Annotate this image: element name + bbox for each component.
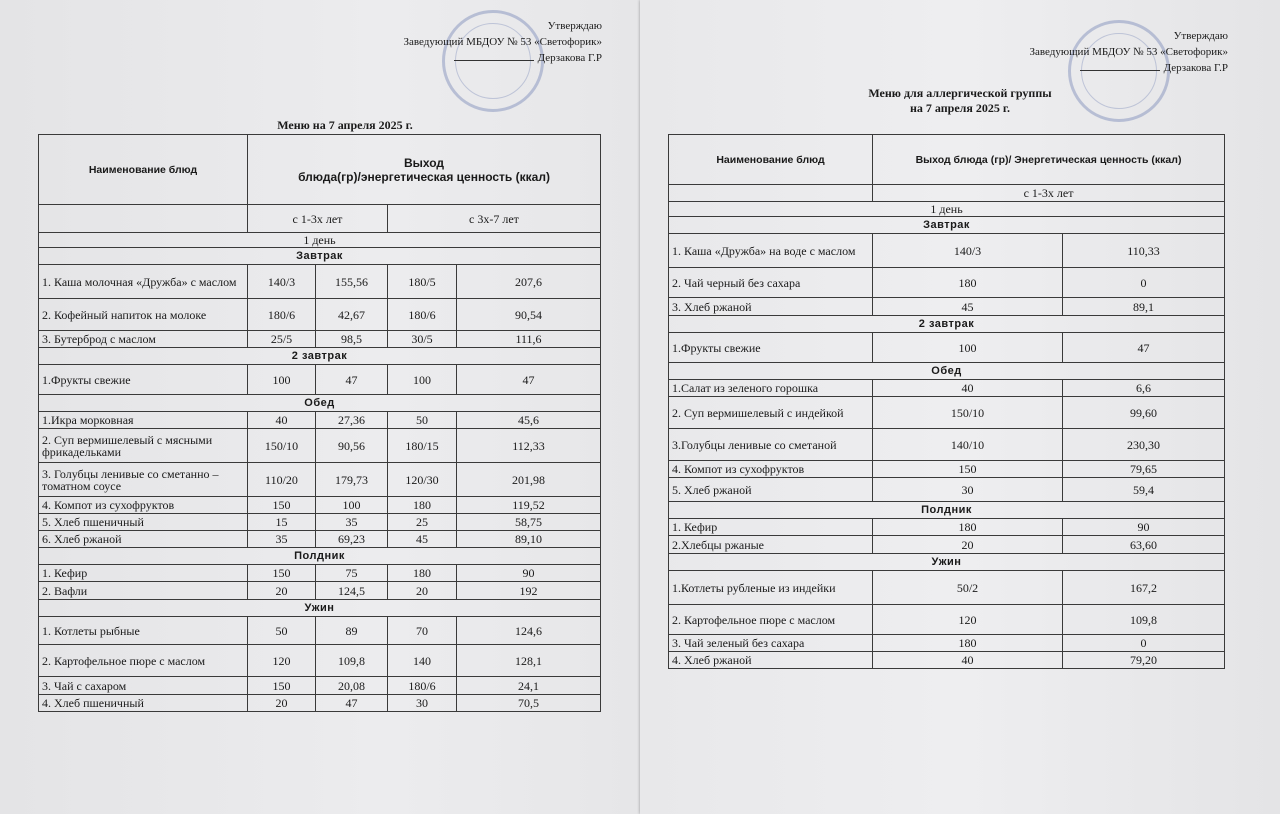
left-approval-block [404, 18, 602, 66]
portion-weight: 25/5 [248, 331, 316, 348]
portion-weight: 30 [873, 478, 1063, 502]
energy-value: 110,33 [1063, 234, 1225, 268]
portion-weight: 20 [388, 582, 457, 600]
dish-name: 2. Картофельное пюре с маслом [39, 645, 248, 677]
dish-name: 2. Кофейный напиток на молоке [39, 299, 248, 331]
energy-value: 90 [457, 565, 601, 582]
right-menu-sheet [640, 0, 1280, 814]
portion-weight: 140/3 [873, 234, 1063, 268]
table-row [39, 565, 601, 582]
portion-weight: 140 [388, 645, 457, 677]
energy-value: 63,60 [1063, 536, 1225, 554]
energy-value: 109,8 [1063, 605, 1225, 635]
portion-weight: 180 [873, 268, 1063, 298]
table-row [669, 519, 1225, 536]
table-row [669, 635, 1225, 652]
portion-weight: 150/10 [873, 397, 1063, 429]
portion-weight: 180/6 [388, 677, 457, 695]
dish-name: 2.Хлебцы ржаные [669, 536, 873, 554]
dish-name: 1. Котлеты рыбные [39, 617, 248, 645]
meal-section-title: Обед [669, 363, 1225, 380]
table-row [669, 298, 1225, 316]
dish-name: 4. Компот из сухофруктов [669, 461, 873, 478]
right-menu-table [668, 134, 1225, 669]
dish-name: 1. Кефир [39, 565, 248, 582]
table-row [669, 478, 1225, 502]
energy-value: 192 [457, 582, 601, 600]
portion-weight: 50 [248, 617, 316, 645]
approval-signer: Дерзакова Г.Р [537, 52, 602, 64]
table-row [39, 582, 601, 600]
dish-name: 4. Хлеб ржаной [669, 652, 873, 669]
table-row [39, 617, 601, 645]
portion-weight: 120/30 [388, 463, 457, 497]
portion-weight: 150 [873, 461, 1063, 478]
portion-weight: 100 [873, 333, 1063, 363]
table-row [39, 412, 601, 429]
dish-name: 4. Компот из сухофруктов [39, 497, 248, 514]
portion-weight: 70 [388, 617, 457, 645]
energy-value: 47 [1063, 333, 1225, 363]
portion-weight: 110/20 [248, 463, 316, 497]
day-row [669, 202, 1225, 217]
portion-weight: 120 [873, 605, 1063, 635]
portion-weight: 30/5 [388, 331, 457, 348]
energy-value: 119,52 [457, 497, 601, 514]
age-group-3-7: с 3х-7 лет [388, 205, 601, 233]
approval-position: Заведующий МБДОУ № 53 «Светофорик» [1029, 46, 1228, 58]
meal-section-row [39, 348, 601, 365]
meal-section-row [669, 554, 1225, 571]
dish-name: 2. Суп вермишелевый с мясными фрикадельками [39, 429, 248, 463]
energy-value: 90,56 [316, 429, 388, 463]
dish-name: 1. Каша молочная «Дружба» с маслом [39, 265, 248, 299]
meal-section-row [39, 600, 601, 617]
portion-weight: 20 [248, 695, 316, 712]
energy-value: 201,98 [457, 463, 601, 497]
portion-weight: 150/10 [248, 429, 316, 463]
portion-weight: 120 [248, 645, 316, 677]
dish-name: 1.Фрукты свежие [669, 333, 873, 363]
energy-value: 47 [316, 695, 388, 712]
portion-weight: 15 [248, 514, 316, 531]
energy-value: 112,33 [457, 429, 601, 463]
dish-name: 3. Бутерброд с маслом [39, 331, 248, 348]
portion-weight: 20 [248, 582, 316, 600]
col-output-line1: Выход [403, 155, 445, 170]
table-row [39, 677, 601, 695]
day-label: 1 день [39, 233, 601, 248]
table-row [39, 299, 601, 331]
energy-value: 90,54 [457, 299, 601, 331]
portion-weight: 150 [248, 497, 316, 514]
meal-section-row [39, 548, 601, 565]
portion-weight: 180 [873, 635, 1063, 652]
table-row [669, 429, 1225, 461]
meal-section-row [669, 217, 1225, 234]
portion-weight: 30 [388, 695, 457, 712]
energy-value: 111,6 [457, 331, 601, 348]
energy-value: 90 [1063, 519, 1225, 536]
energy-value: 58,75 [457, 514, 601, 531]
energy-value: 109,8 [316, 645, 388, 677]
portion-weight: 40 [248, 412, 316, 429]
meal-section-row [39, 395, 601, 412]
energy-value: 89 [316, 617, 388, 645]
energy-value: 69,23 [316, 531, 388, 548]
energy-value: 0 [1063, 268, 1225, 298]
dish-name: 2. Чай черный без сахара [669, 268, 873, 298]
meal-section-title: 2 завтрак [39, 348, 601, 365]
table-row [669, 652, 1225, 669]
table-row [39, 497, 601, 514]
col-dish-name-header: Наименование блюд [669, 135, 873, 185]
dish-name: 5. Хлеб ржаной [669, 478, 873, 502]
dish-name: 1. Каша «Дружба» на воде с маслом [669, 234, 873, 268]
dish-name: 3. Чай с сахаром [39, 677, 248, 695]
dish-name: 3.Голубцы ленивые со сметаной [669, 429, 873, 461]
dish-name: 2. Суп вермишелевый с индейкой [669, 397, 873, 429]
portion-weight: 180/6 [248, 299, 316, 331]
table-row [669, 461, 1225, 478]
energy-value: 124,6 [457, 617, 601, 645]
energy-value: 47 [457, 365, 601, 395]
meal-section-title: Завтрак [669, 217, 1225, 234]
right-approval-block [1030, 28, 1228, 76]
energy-value: 79,20 [1063, 652, 1225, 669]
portion-weight: 35 [248, 531, 316, 548]
meal-section-title: Полдник [39, 548, 601, 565]
energy-value: 75 [316, 565, 388, 582]
table-row [39, 365, 601, 395]
portion-weight: 50/2 [873, 571, 1063, 605]
age-group-1-3: с 1-3х лет [248, 205, 388, 233]
table-row [669, 605, 1225, 635]
energy-value: 35 [316, 514, 388, 531]
portion-weight: 100 [248, 365, 316, 395]
dish-name: 1. Кефир [669, 519, 873, 536]
portion-weight: 50 [388, 412, 457, 429]
meal-section-row [669, 502, 1225, 519]
energy-value: 230,30 [1063, 429, 1225, 461]
table-row [669, 380, 1225, 397]
meal-section-title: Ужин [39, 600, 601, 617]
approval-heading: Утверждаю [1173, 30, 1228, 42]
portion-weight: 180 [388, 497, 457, 514]
meal-section-title: 2 завтрак [669, 316, 1225, 333]
portion-weight: 180/15 [388, 429, 457, 463]
dish-name: 3. Голубцы ленивые со сметанно –томатном соусе [39, 463, 248, 497]
portion-weight: 150 [248, 677, 316, 695]
table-row [39, 331, 601, 348]
portion-weight: 140/10 [873, 429, 1063, 461]
table-row [39, 265, 601, 299]
left-menu-table [38, 134, 601, 712]
energy-value: 128,1 [457, 645, 601, 677]
left-menu-title: Меню на 7 апреля 2025 г. [277, 118, 413, 132]
approval-signer: Дерзакова Г.Р [1163, 62, 1228, 74]
energy-value: 47 [316, 365, 388, 395]
table-row [669, 397, 1225, 429]
energy-value: 79,65 [1063, 461, 1225, 478]
dish-name: 1.Салат из зеленого горошка [669, 380, 873, 397]
portion-weight: 180/5 [388, 265, 457, 299]
energy-value: 27,36 [316, 412, 388, 429]
energy-value: 179,73 [316, 463, 388, 497]
energy-value: 207,6 [457, 265, 601, 299]
energy-value: 70,5 [457, 695, 601, 712]
dish-name: 1.Котлеты рубленые из индейки [669, 571, 873, 605]
meal-section-row [39, 248, 601, 265]
col-output-header: Выход блюда (гр)/ Энергетическая ценность (ккал) [873, 135, 1225, 185]
portion-weight: 40 [873, 652, 1063, 669]
age-group-1-3: с 1-3х лет [873, 185, 1225, 202]
energy-value: 167,2 [1063, 571, 1225, 605]
energy-value: 155,56 [316, 265, 388, 299]
dish-name: 2. Картофельное пюре с маслом [669, 605, 873, 635]
table-row [669, 268, 1225, 298]
table-row [669, 571, 1225, 605]
portion-weight: 180 [388, 565, 457, 582]
table-row [39, 645, 601, 677]
table-row [39, 429, 601, 463]
meal-section-title: Обед [39, 395, 601, 412]
col-output-header [248, 135, 601, 205]
portion-weight: 25 [388, 514, 457, 531]
portion-weight: 20 [873, 536, 1063, 554]
energy-value: 42,67 [316, 299, 388, 331]
portion-weight: 100 [388, 365, 457, 395]
portion-weight: 180/6 [388, 299, 457, 331]
energy-value: 20,08 [316, 677, 388, 695]
col-output-line2: блюда(гр)/энергетическая ценность (ккал) [298, 169, 550, 184]
dish-name: 3. Чай зеленый без сахара [669, 635, 873, 652]
energy-value: 45,6 [457, 412, 601, 429]
meal-section-title: Полдник [669, 502, 1225, 519]
day-label: 1 день [669, 202, 1225, 217]
energy-value: 100 [316, 497, 388, 514]
right-title-line2: на 7 апреля 2025 г. [910, 101, 1010, 115]
portion-weight: 150 [248, 565, 316, 582]
dish-name: 1.Фрукты свежие [39, 365, 248, 395]
table-row [39, 531, 601, 548]
portion-weight: 45 [388, 531, 457, 548]
dish-name: 3. Хлеб ржаной [669, 298, 873, 316]
energy-value: 6,6 [1063, 380, 1225, 397]
energy-value: 124,5 [316, 582, 388, 600]
table-row [669, 234, 1225, 268]
portion-weight: 140/3 [248, 265, 316, 299]
energy-value: 0 [1063, 635, 1225, 652]
dish-name: 2. Вафли [39, 582, 248, 600]
meal-section-row [669, 363, 1225, 380]
col-dish-name-header: Наименование блюд [39, 135, 248, 205]
dish-name: 6. Хлеб ржаной [39, 531, 248, 548]
meal-section-row [669, 316, 1225, 333]
portion-weight: 40 [873, 380, 1063, 397]
table-row [39, 514, 601, 531]
energy-value: 89,1 [1063, 298, 1225, 316]
dish-name: 5. Хлеб пшеничный [39, 514, 248, 531]
right-title-line1: Меню для аллергической группы [868, 86, 1052, 100]
table-row [39, 463, 601, 497]
day-row [39, 233, 601, 248]
energy-value: 98,5 [316, 331, 388, 348]
right-menu-title [850, 86, 1070, 116]
energy-value: 89,10 [457, 531, 601, 548]
dish-name: 1.Икра морковная [39, 412, 248, 429]
table-row [669, 333, 1225, 363]
portion-weight: 180 [873, 519, 1063, 536]
approval-position: Заведующий МБДОУ № 53 «Светофорик» [403, 36, 602, 48]
energy-value: 59,4 [1063, 478, 1225, 502]
table-row [39, 695, 601, 712]
energy-value: 24,1 [457, 677, 601, 695]
approval-heading: Утверждаю [547, 20, 602, 32]
energy-value: 99,60 [1063, 397, 1225, 429]
dish-name: 4. Хлеб пшеничный [39, 695, 248, 712]
meal-section-title: Ужин [669, 554, 1225, 571]
meal-section-title: Завтрак [39, 248, 601, 265]
portion-weight: 45 [873, 298, 1063, 316]
table-row [669, 536, 1225, 554]
